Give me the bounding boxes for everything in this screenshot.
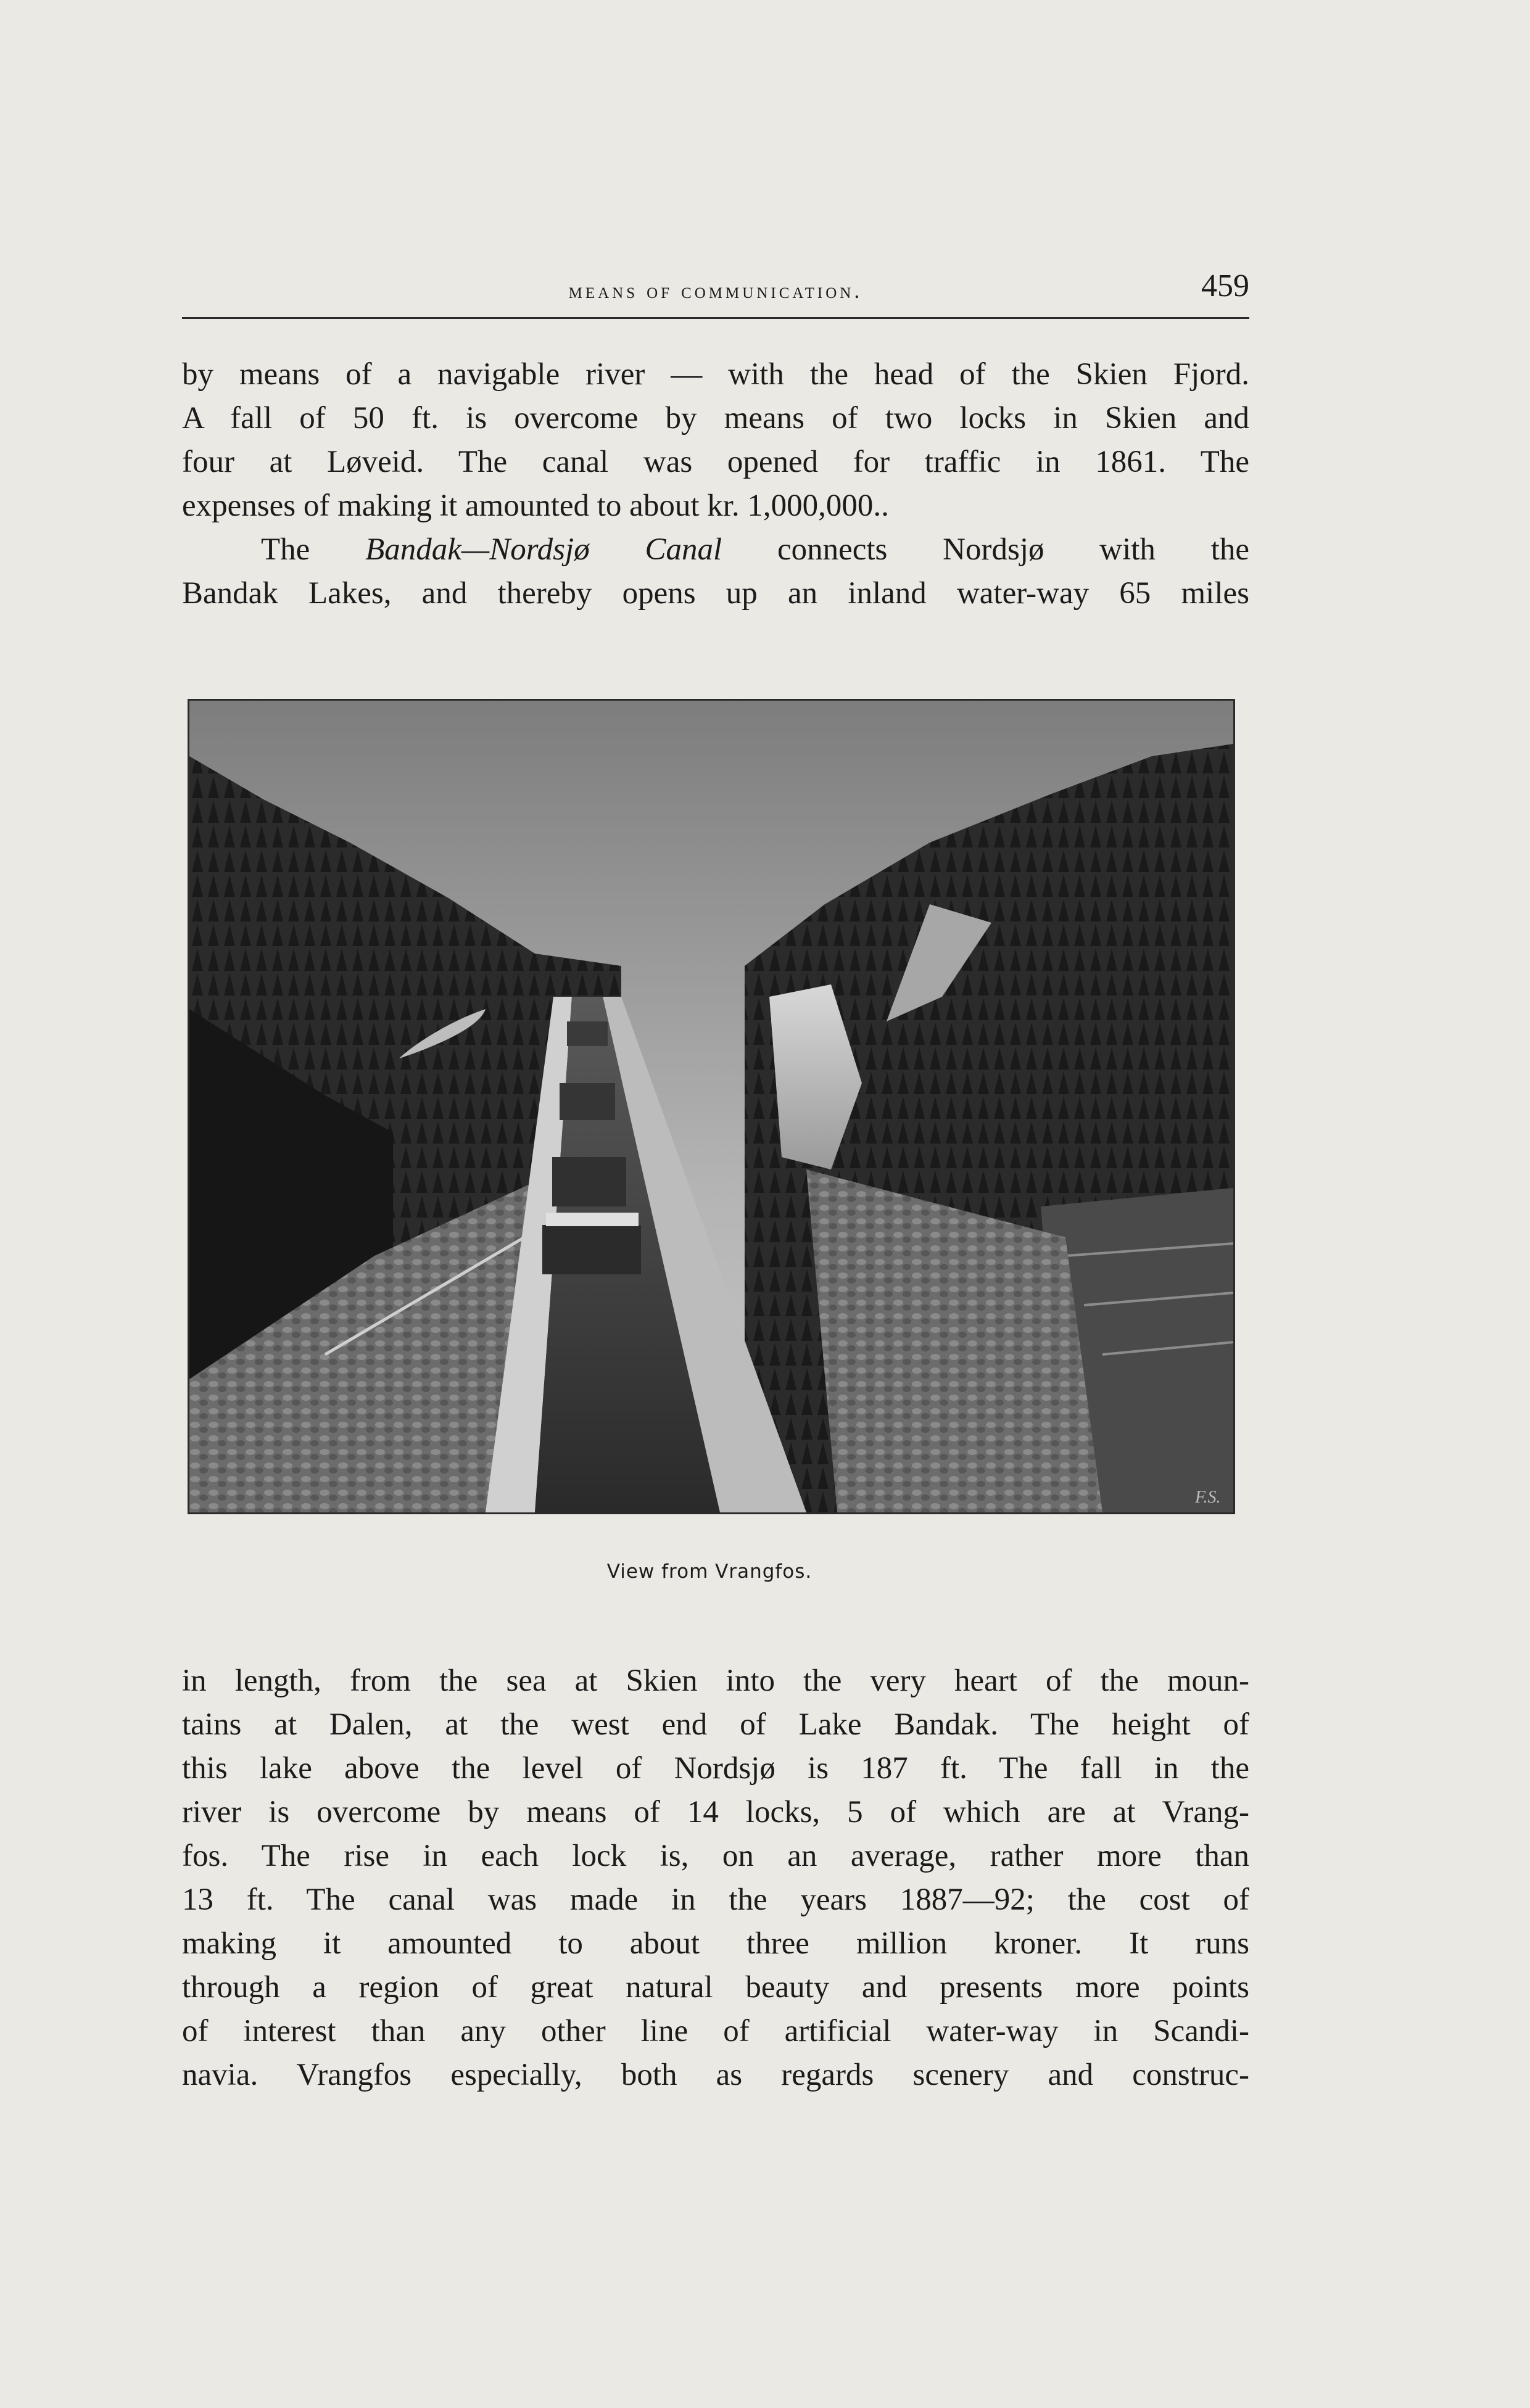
lock-gate <box>560 1083 615 1120</box>
text-line: expenses of making it amounted to about kr. 1,000,000.. <box>182 489 889 523</box>
text-line: fos. The rise in each lock is, on an average, rather more than <box>182 1839 1249 1873</box>
text-line: navia. Vrangfos especially, both as regards scenery and construc- <box>182 2058 1249 2092</box>
text-fragment: connects Nordsjø with the <box>777 532 1249 567</box>
text-line: in length, from the sea at Skien into the very heart of the moun- <box>182 1664 1249 1698</box>
page-number: 459 <box>1201 268 1249 303</box>
text-line <box>182 528 1249 572</box>
text-line: tains at Dalen, at the west end of Lake Bandak. The height of <box>182 1707 1249 1742</box>
header-rule <box>182 317 1249 319</box>
paragraph-bandak-canal <box>182 528 1249 616</box>
figure-caption: View from Vrangfos. <box>606 1561 813 1583</box>
lock-gate <box>542 1225 641 1274</box>
lock-overflow-foam <box>546 1213 639 1226</box>
engraver-signature: F.S. <box>1195 1488 1221 1507</box>
text-line: by means of a navigable river — with the head of the Skien Fjord. <box>182 357 1249 392</box>
text-line: of interest than any other line of artificial water-way in Scandi- <box>182 2014 1249 2048</box>
canal-name: Bandak—Nordsjø Canal <box>365 532 722 567</box>
text-line: 13 ft. The canal was made in the years 1887—92; the cost of <box>182 1882 1249 1917</box>
text-line: river is overcome by means of 14 locks, 5 of which are at Vrang- <box>182 1795 1249 1829</box>
text-line: Bandak Lakes, and thereby opens up an inland water-way 65 miles <box>182 576 1249 611</box>
lock-gate <box>567 1021 608 1046</box>
running-head-title: means of communication. <box>568 278 863 303</box>
text-line: making it amounted to about three million kroner. It runs <box>182 1926 1249 1961</box>
canal-photo-illustration <box>189 701 1233 1512</box>
paragraph-bandak-description <box>182 1659 1249 2097</box>
text-fragment: The <box>261 532 310 567</box>
running-head <box>182 265 1249 315</box>
text-line: four at Løveid. The canal was opened for traffic in 1861. The <box>182 445 1249 479</box>
lock-gate <box>552 1157 626 1206</box>
text-line: this lake above the level of Nordsjø is 187 ft. The fall in the <box>182 1751 1249 1786</box>
text-line: through a region of great natural beauty and presents more points <box>182 1970 1249 2005</box>
paragraph-skien-canal <box>182 353 1249 528</box>
text-line: A fall of 50 ft. is overcome by means of two locks in Skien and <box>182 401 1249 435</box>
photograph-vrangfos-locks <box>188 699 1235 1514</box>
